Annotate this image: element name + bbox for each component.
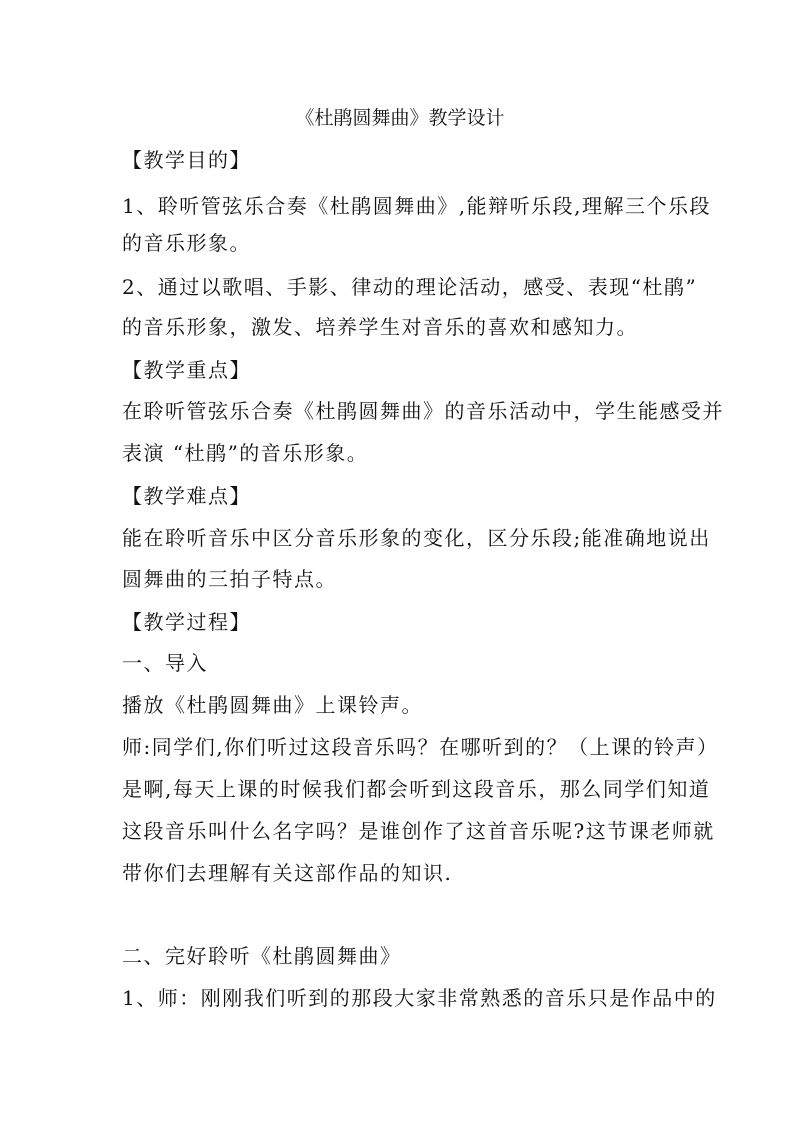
paragraph-line: 1、聆听管弦乐合奏《杜鹃圆舞曲》,能辩听乐段,理解三个乐段 [122, 194, 711, 218]
paragraph-line: 在聆听管弦乐合奏《杜鹃圆舞曲》的音乐活动中，学生能感受并 [122, 399, 724, 423]
paragraph-line: 师:同学们,你们听过这段音乐吗？在哪听到的？（上课的铃声） [122, 735, 719, 759]
paragraph-line: 1、师：刚刚我们听到的那段大家非常熟悉的音乐只是作品中的 [122, 986, 717, 1010]
paragraph-line: 能在聆听音乐中区分音乐形象的变化，区分乐段;能准确地说出 [122, 526, 711, 550]
paragraph-line: 2、通过以歌唱、手影、律动的理论活动，感受、表现“杜鹃” [122, 275, 698, 299]
paragraph-line: 播放《杜鹃圆舞曲》上课铃声。 [122, 693, 423, 717]
paragraph-line: 带你们去理解有关这部作品的知识. [122, 861, 453, 885]
paragraph-line: 圆舞曲的三拍子特点。 [122, 567, 337, 591]
paragraph-line: 的音乐形象，激发、培养学生对音乐的喜欢和感知力。 [122, 315, 638, 339]
paragraph-line: 的音乐形象。 [122, 231, 251, 255]
section-heading-difficulties: 【教学难点】 [122, 484, 251, 508]
subsection-heading: 一、导入 [122, 651, 208, 675]
document-title: 《杜鹃圆舞曲》教学设计 [295, 107, 505, 129]
paragraph-line: 表演 “杜鹃”的音乐形象。 [122, 441, 369, 465]
subsection-heading: 二、完好聆听《杜鹃圆舞曲》 [122, 944, 402, 968]
paragraph-line: 是啊,每天上课的时候我们都会听到这段音乐，那么同学们知道 [122, 777, 711, 801]
section-heading-objectives: 【教学目的】 [122, 148, 251, 172]
section-heading-process: 【教学过程】 [122, 610, 251, 634]
section-heading-key-points: 【教学重点】 [122, 358, 251, 382]
paragraph-line: 这段音乐叫什么名字吗？是谁创作了这首音乐呢?这节课老师就 [122, 819, 715, 843]
